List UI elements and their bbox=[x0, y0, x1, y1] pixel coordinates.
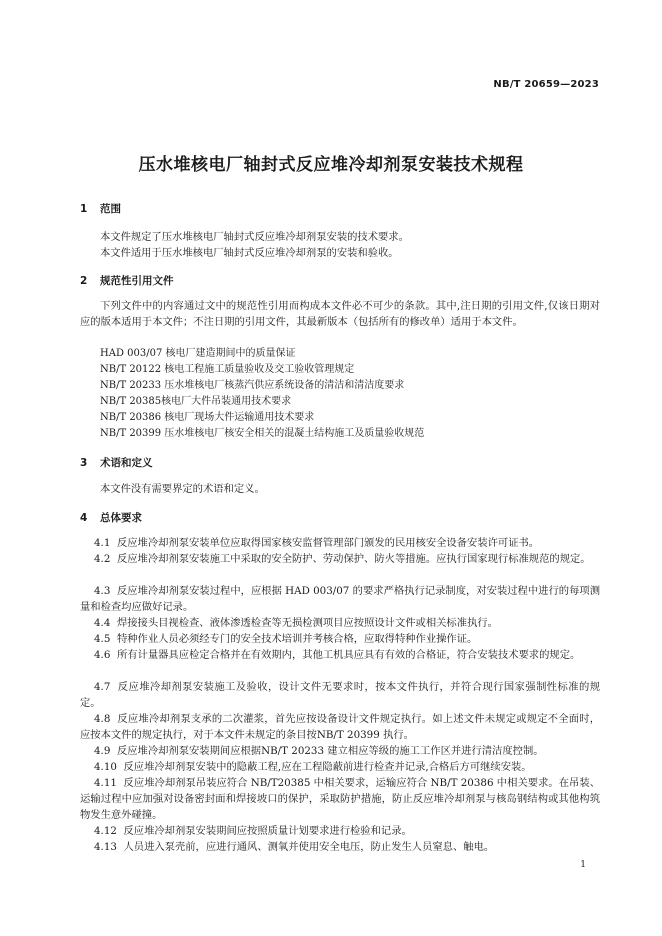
reference-item: NB/T 20385核电厂大件吊装通用技术要求 bbox=[100, 396, 292, 407]
reference-item: NB/T 20233 压水堆核电厂核蒸汽供应系统设备的清洁和清洁度要求 bbox=[100, 380, 405, 391]
clause-item bbox=[80, 551, 600, 567]
clause-text: 反应堆冷却剂泵支承的二次灌浆，首先应按设备设计文件规定执行。如上述文件未规定或规定不全面时，应按本文件的规定执行，对于本文件未规定的条目按NB/T 20399 执行。 bbox=[80, 713, 601, 741]
clause-text: 人员进入泵壳前，应进行通风、测氧并使用安全电压，防止发生人员窒息、触电。 bbox=[123, 841, 495, 853]
clause-number: 4.8 bbox=[94, 713, 111, 725]
clause-item bbox=[80, 759, 600, 775]
reference-item: NB/T 20386 核电厂现场大件运输通用技术要求 bbox=[100, 412, 315, 423]
clause-text: 反应堆冷却剂泵安装施工及验收，设计文件无要求时，按本文件执行，并符合现行国家强制性标准的规定。 bbox=[80, 681, 601, 709]
section-heading-terms bbox=[80, 455, 153, 470]
clause-item bbox=[80, 711, 600, 743]
clause-item bbox=[80, 679, 600, 711]
clause-text: 反应堆冷却剂泵安装期间应根据NB/T 20233 建立相应等级的施工工作区并进行清洁度控制。 bbox=[116, 745, 544, 757]
clause-item bbox=[80, 647, 600, 663]
scope-paragraph-1: 本文件规定了压水堆核电厂轴封式反应堆冷却剂泵安装的技术要求。 bbox=[100, 231, 409, 243]
clause-number: 4.4 bbox=[94, 617, 111, 629]
clause-item bbox=[80, 615, 600, 631]
normative-intro: 下列文件中的内容通过文中的规范性引用而构成本文件必不可少的条款。其中,注日期的引用文件,仅该日期对应的版本适用于本文件；不注日期的引用文件，其最新版本（包括所有的修改单）适用于本文件。 bbox=[80, 300, 600, 328]
reference-item: HAD 003/07 核电厂建造期间中的质量保证 bbox=[100, 348, 296, 359]
clause-number: 4.1 bbox=[94, 537, 111, 549]
section-title: 范围 bbox=[100, 203, 121, 215]
clause-item bbox=[80, 743, 600, 759]
section-number: 1 bbox=[80, 203, 88, 215]
clause-text: 反应堆冷却剂泵吊装应符合 NB/T20385 中相关要求，运输应符合 NB/T 20386 中相关要求。在吊装、运输过程中应加强对设备密封面和焊接坡口的保护，采取防护措施，防止反应堆冷却剂泵与核岛钢结构或其他构筑物发生意外碰撞。 bbox=[80, 777, 600, 821]
section-title: 总体要求 bbox=[100, 512, 142, 524]
standard-code: NB/T 20659—2023 bbox=[493, 79, 599, 90]
clause-number: 4.12 bbox=[94, 825, 117, 837]
clause-number: 4.6 bbox=[94, 649, 111, 661]
clause-number: 4.13 bbox=[94, 841, 117, 853]
clause-text: 反应堆冷却剂泵安装期间应按照质量计划要求进行检验和记录。 bbox=[123, 825, 412, 837]
section-title: 术语和定义 bbox=[100, 457, 153, 469]
section-number: 4 bbox=[80, 512, 88, 524]
section-heading-scope bbox=[80, 201, 121, 216]
clause-text: 反应堆冷却剂泵安装施工中采取的安全防护、劳动保护、防火等措施。应执行国家现行标准规范的规定。 bbox=[116, 553, 591, 565]
clause-text: 反应堆冷却剂泵安装中的隐蔽工程,应在工程隐蔽前进行检查并记录,合格后方可继续安装。 bbox=[123, 761, 532, 773]
clause-item bbox=[80, 535, 600, 551]
clause-number: 4.9 bbox=[94, 745, 111, 757]
clause-number: 4.7 bbox=[94, 681, 111, 693]
clause-item bbox=[80, 631, 600, 647]
clause-number: 4.2 bbox=[94, 553, 111, 565]
scope-paragraph-2: 本文件适用于压水堆核电厂轴封式反应堆冷却剂泵的安装和验收。 bbox=[100, 247, 399, 259]
clause-number: 4.10 bbox=[94, 761, 117, 773]
section-heading-normative-references bbox=[80, 273, 174, 288]
reference-item: NB/T 20122 核电工程施工质量验收及交工验收管理规定 bbox=[100, 364, 355, 375]
section-title: 规范性引用文件 bbox=[100, 275, 174, 287]
terms-paragraph: 本文件没有需要界定的术语和定义。 bbox=[100, 483, 265, 495]
clause-text: 反应堆冷却剂泵安装单位应取得国家核安监督管理部门颁发的民用核安全设备安装许可证书。 bbox=[116, 537, 540, 549]
clause-item bbox=[80, 775, 600, 823]
clause-text: 所有计量器具应检定合格并在有效期内，其他工机具应具有有效的合格证，符合安装技术要求的规定。 bbox=[116, 649, 581, 661]
page-number: 1 bbox=[580, 860, 586, 870]
reference-item: NB/T 20399 压水堆核电厂核安全相关的混凝土结构施工及质量验收规范 bbox=[100, 428, 425, 439]
clause-text: 反应堆冷却剂泵安装过程中，应根据 HAD 003/07 的要求严格执行记录制度，对安装过程中进行的每项测量和检查均应做好记录。 bbox=[80, 585, 601, 613]
clause-number: 4.3 bbox=[94, 585, 111, 597]
clause-text: 特种作业人员必须经专门的安全技术培训并考核合格，应取得特种作业操作证。 bbox=[116, 633, 478, 645]
section-number: 3 bbox=[80, 457, 88, 469]
clause-item bbox=[80, 583, 600, 615]
clause-number: 4.5 bbox=[94, 633, 111, 645]
section-number: 2 bbox=[80, 275, 88, 287]
document-title: 压水堆核电厂轴封式反应堆冷却剂泵安装技术规程 bbox=[138, 155, 524, 175]
clause-item bbox=[80, 823, 600, 839]
section-heading-general-requirements bbox=[80, 510, 142, 525]
clause-number: 4.11 bbox=[94, 777, 117, 789]
clause-text: 焊接接头目视检查、液体渗透检查等无损检测项目应按照设计文件或相关标准执行。 bbox=[116, 617, 498, 629]
clause-item bbox=[80, 839, 600, 855]
